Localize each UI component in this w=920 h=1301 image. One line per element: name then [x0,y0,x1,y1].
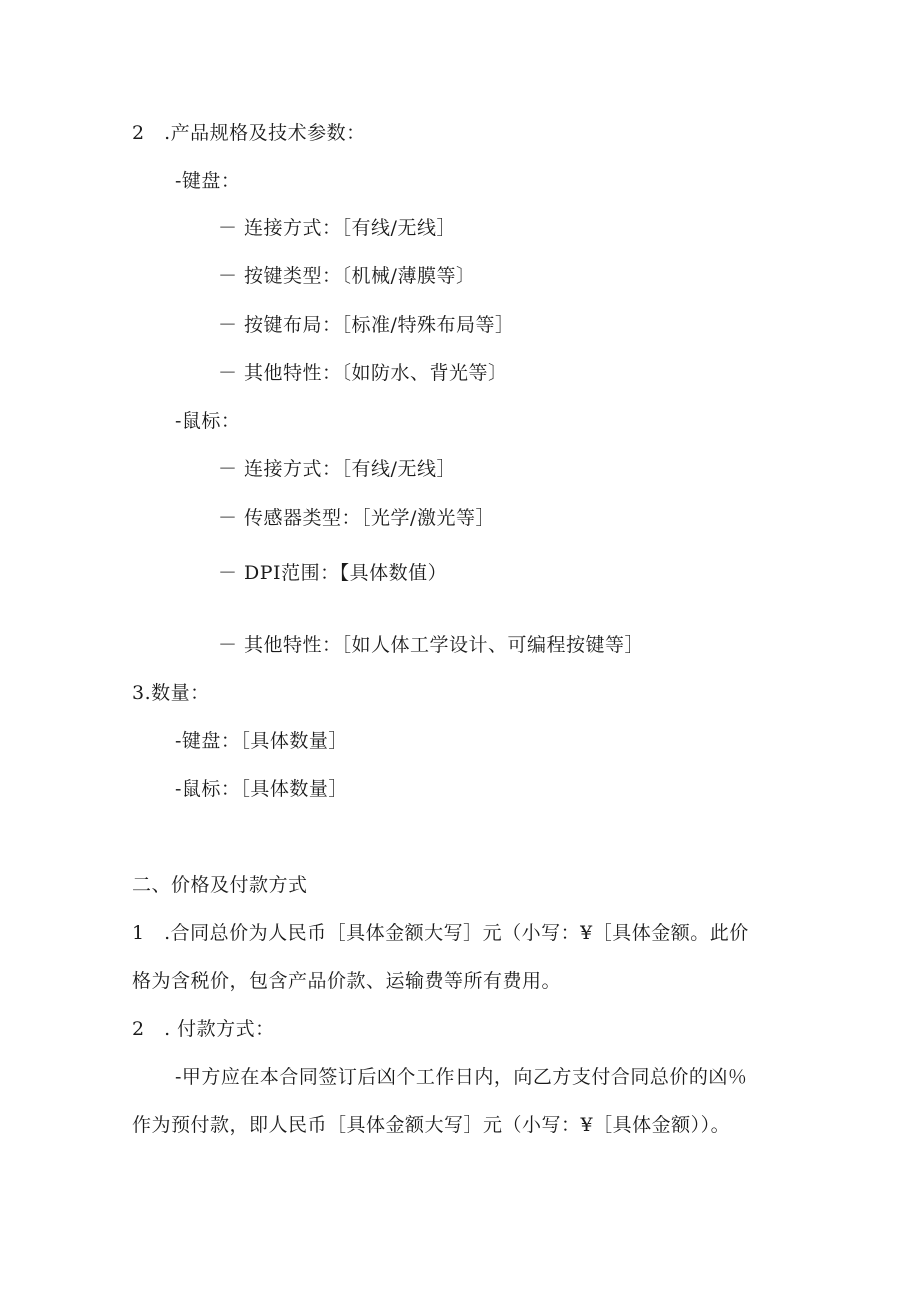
payment-method-line2: 作为预付款，即人民币［具体金额大写］元（小写：¥［具体金额））。 [132,1114,731,1136]
section-heading-quantity: 3.数量： [132,682,210,704]
quantity-mouse: -鼠标：［具体数量］ [175,778,348,800]
mouse-label: -鼠标： [175,410,241,432]
payment-method-line1: -甲方应在本合同签订后凶个工作日内，向乙方支付合同总价的凶％ [175,1066,748,1088]
keyboard-label: -键盘： [175,170,241,192]
section-heading-specs: 2 .产品规格及技术参数： [132,122,366,144]
quantity-keyboard: -键盘：［具体数量］ [175,730,348,752]
keyboard-spec-key-type: － 按键类型：〔机械/薄膜等〕 [218,265,476,287]
section-heading-price: 二、价格及付款方式 [132,874,308,896]
price-item1-line2: 格为含税价，包含产品价款、运输费等所有费用。 [132,970,562,992]
keyboard-spec-other: － 其他特性：〔如防水、背光等〕 [218,362,508,384]
mouse-spec-dpi: － DPI范围：【具体数值） [218,562,448,584]
payment-method-heading: 2 . 付款方式： [132,1018,275,1040]
keyboard-spec-layout: － 按键布局：［标准/特殊布局等］ [218,314,515,336]
mouse-spec-connection: － 连接方式：［有线/无线］ [218,458,456,480]
mouse-spec-other: － 其他特性：［如人体工学设计、可编程按键等］ [218,634,645,656]
keyboard-spec-connection: － 连接方式：［有线/无线］ [218,217,456,239]
price-item1-line1: 1 .合同总价为人民币［具体金额大写］元（小写：¥［具体金额。此价 [132,922,749,944]
mouse-spec-sensor: － 传感器类型：［光学/激光等］ [218,507,495,529]
